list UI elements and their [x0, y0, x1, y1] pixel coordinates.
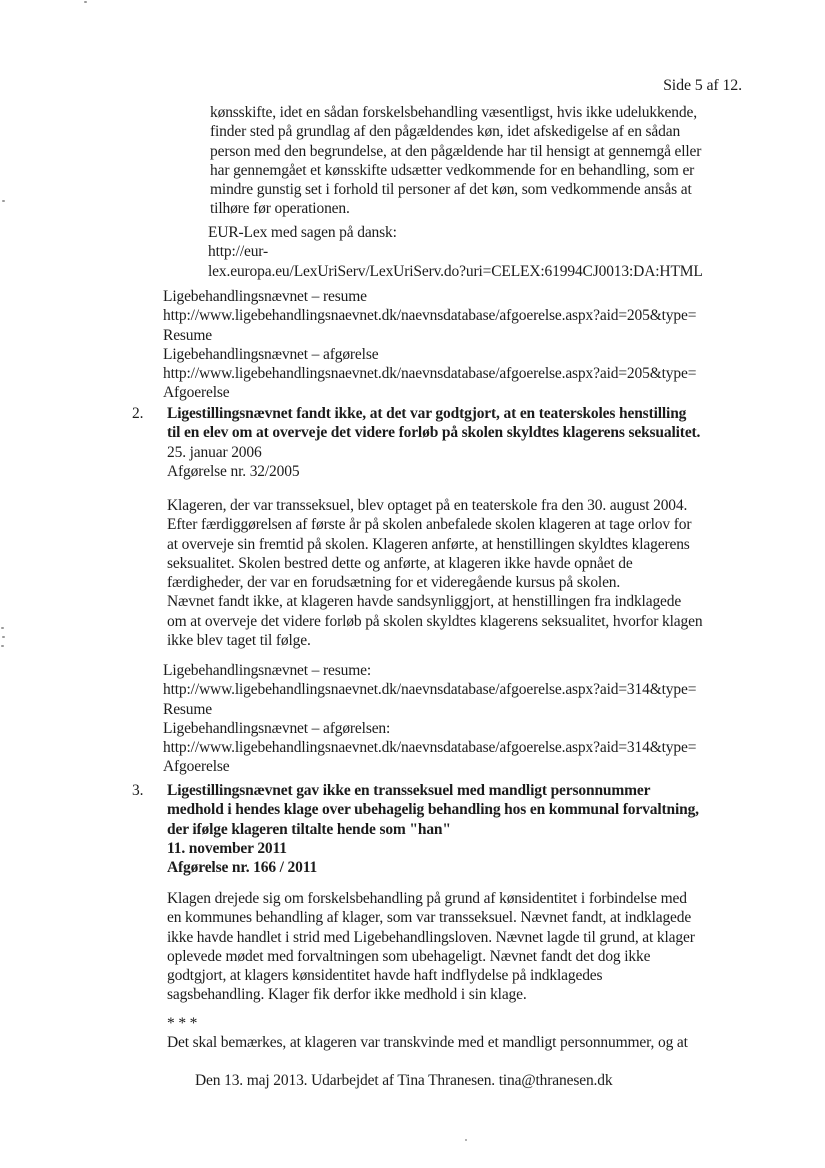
page-number: Side 5 af 12. — [663, 77, 742, 94]
scan-speck — [84, 1, 87, 3]
item1-eurlex-reference: EUR-Lex med sagen på dansk: http://eur- lex.europa.eu/LexUriServ/LexUriServ.do?uri=CELEX:61994CJ0013:DA:HTML — [208, 224, 703, 280]
item2-title: Ligestillingsnævnet fandt ikke, at det var godtgjort, at en teaterskoles henstilling til en elev om at overveje det videre forløb på skolen skyldtes klagerens seksualitet. — [167, 405, 701, 442]
item3-case-number: Afgørelse nr. 166 / 2011 — [167, 859, 318, 877]
item3-note: Det skal bemærkes, at klageren var transkvinde med et mandligt personnummer, og at — [167, 1034, 688, 1052]
scan-speck — [465, 1139, 467, 1141]
item1-quote-paragraph: kønsskifte, idet en sådan forskelsbehandling væsentligst, hvis ikke udelukkende, finder sted på grundlag af den pågældendes køn, idet afskedigelse af en sådan person med den begrundelse, at den pågældende har til hensigt at gennemgå eller har gennemgået et kønsskifte udsætter vedkommende for en behandling, som er mindre gunstig set i forhold til personer af det køn, som vedkommende ansås at tilhøre før operationen. — [210, 104, 702, 218]
scan-speck — [2, 200, 5, 202]
item2-date: 25. januar 2006 — [167, 443, 262, 461]
item3-note-block — [167, 1014, 688, 1053]
scan-speck — [2, 636, 5, 638]
scan-speck — [1, 645, 4, 647]
item2-body-paragraph: Klageren, der var transseksuel, blev optaget på en teaterskole fra den 30. august 2004. Efter færdiggørelsen af første år på skolen anbefalede skolen klageren at tage orlov for at overveje sin fremtid på skolen. Klageren anførte, at henstillingen skyldtes klagerens seksualitet. Skolen bestred dette og anførte, at klageren ikke havde opnået de færdigheder, der var en forudsætning for et videregående kursus på skolen. Nævnet fandt ikke, at klageren havde sandsynliggjort, at henstillingen fra indklagede om at overveje det videre forløb på skolen skyldtes klagerens seksualitet, hvorfor klagen ikke blev taget til følge. — [167, 497, 703, 650]
item2-links-block: Ligebehandlingsnævnet – resume: http://www.ligebehandlingsnaevnet.dk/naevnsdatabase/afgoerelse.aspx?aid=314&type= Resume Ligebehandlingsnævnet – afgørelsen: http://www.ligebehandlingsnaevnet.dk/naevnsdatabase/afgoerelse.aspx?aid=314&type= Afgoerelse — [163, 662, 697, 776]
item3-heading — [167, 781, 699, 877]
item2-number: 2. — [132, 405, 144, 422]
item3-number: 3. — [132, 782, 144, 799]
scan-speck — [1, 627, 4, 629]
section-separator: * * * — [167, 1015, 198, 1032]
item2-case-number: Afgørelse nr. 32/2005 — [167, 462, 300, 480]
item3-body-paragraph: Klagen drejede sig om forskelsbehandling på grund af kønsidentitet i forbindelse med en kommunes behandling af klager, som var transseksuel. Nævnet fandt, at indklagede ikke havde handlet i strid med Ligebehandlingsloven. Nævnet lagde til grund, at klager oplevede mødet med forvaltningen som ubehageligt. Nævnet fandt det dog ikke godtgjort, at klagers kønsidentitet havde haft indflydelse på indklagedes sagsbehandling. Klager fik derfor ikke medhold i sin klage. — [167, 890, 695, 1004]
item3-title: Ligestillingsnævnet gav ikke en transseksuel med mandligt personnummer medhold i hendes klage over ubehagelig behandling hos en kommunal forvaltning, der ifølge klageren tiltalte hende som "han" — [167, 782, 699, 838]
item3-date: 11. november 2011 — [167, 839, 287, 857]
footer-credit: Den 13. maj 2013. Udarbejdet af Tina Thranesen. tina@thranesen.dk — [195, 1072, 613, 1089]
item1-links-block: Ligebehandlingsnævnet – resume http://www.ligebehandlingsnaevnet.dk/naevnsdatabase/afgoerelse.aspx?aid=205&type= Resume Ligebehandlingsnævnet – afgørelse http://www.ligebehandlingsnaevnet.dk/naevnsdatabase/afgoerelse.aspx?aid=205&type= Afgoerelse — [163, 288, 697, 402]
item2-heading — [167, 404, 700, 481]
